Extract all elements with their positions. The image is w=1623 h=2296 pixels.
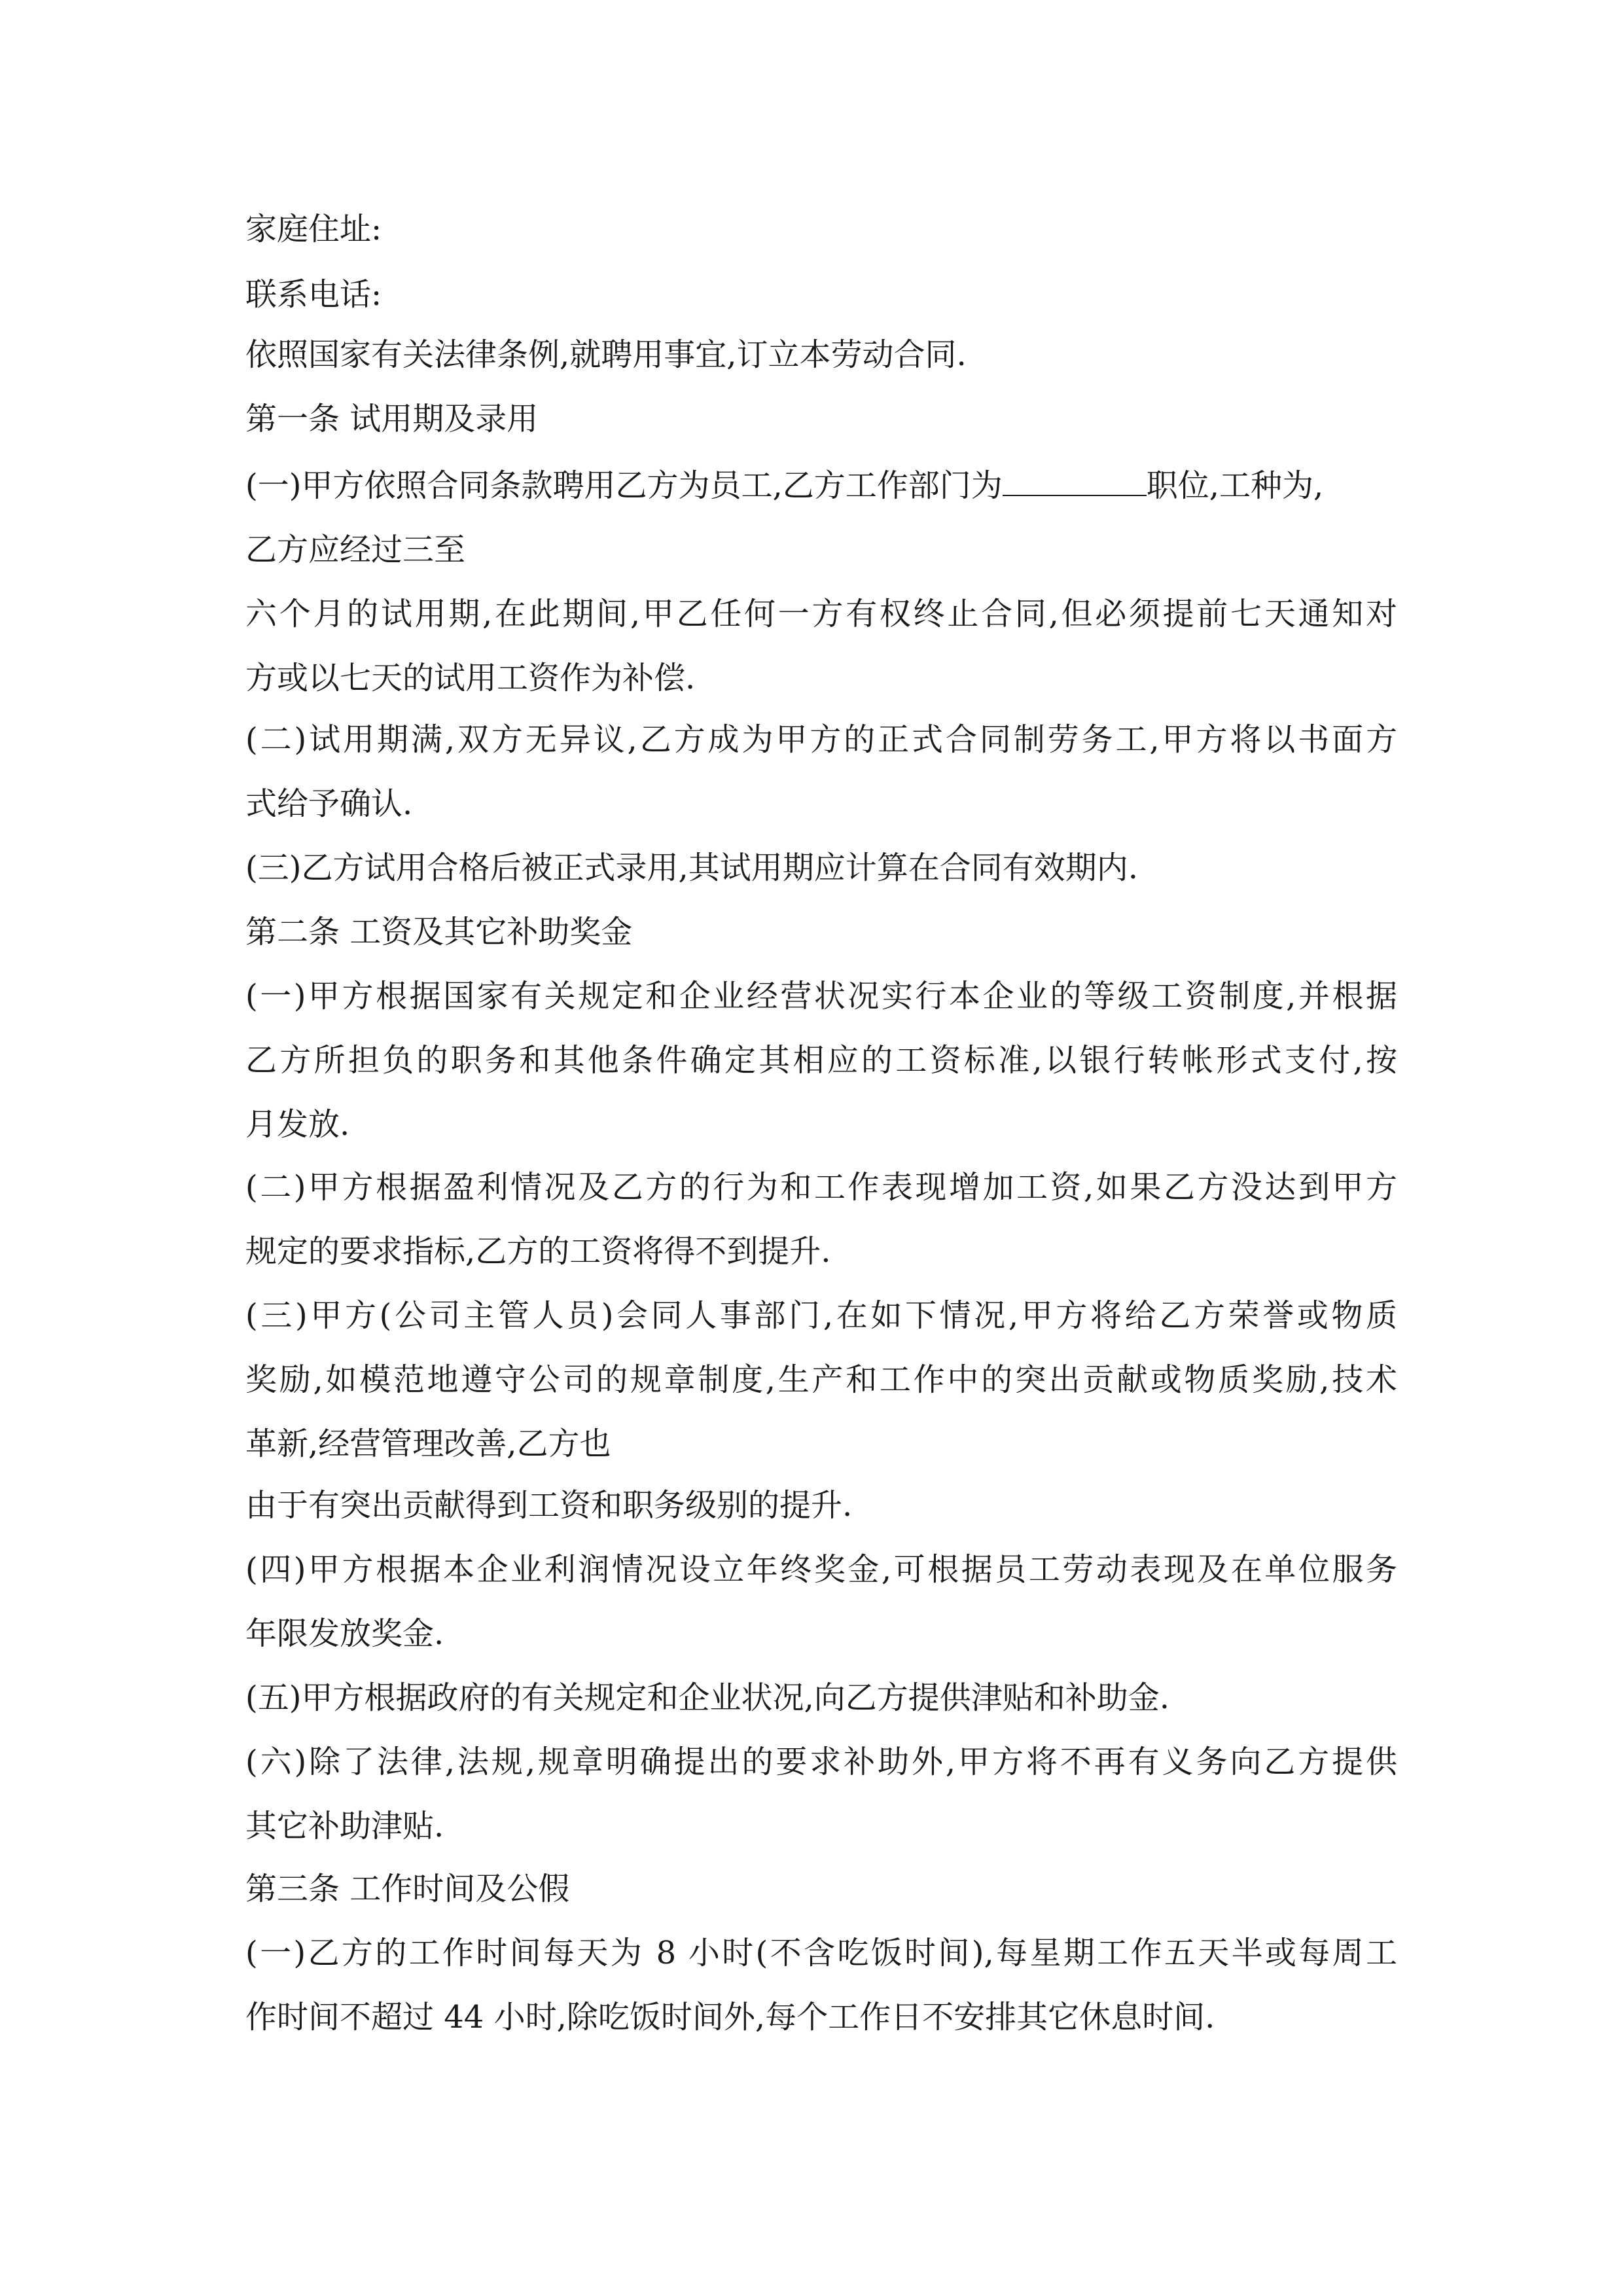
article-1-clause-2-line-1: (二)试用期满,双方无异议,乙方成为甲方的正式合同制劳务工,甲方将以书面方	[245, 721, 1397, 758]
article-2-clause-4-line-2: 年限发放奖金.	[245, 1615, 444, 1652]
article-1-clause-1-line-2: 乙方应经过三至	[245, 531, 466, 568]
article-2-clause-6-line-2: 其它补助津贴.	[245, 1808, 444, 1844]
preamble-text: 依照国家有关法律条例,就聘用事宜,订立本劳动合同.	[245, 336, 967, 373]
home-address-label: 家庭住址:	[245, 211, 382, 247]
article-2-clause-3-line-1: (三)甲方(公司主管人员)会同人事部门,在如下情况,甲方将给乙方荣誉或物质	[245, 1297, 1397, 1334]
article-2-clause-1-line-2: 乙方所担负的职务和其他条件确定其相应的工资标准,以银行转帐形式支付,按	[245, 1042, 1397, 1079]
department-blank	[1003, 469, 1147, 496]
phone-label: 联系电话:	[245, 276, 382, 313]
article-1-clause-1-line-3: 六个月的试用期,在此期间,甲乙任何一方有权终止合同,但必须提前七天通知对	[245, 596, 1397, 632]
article-2-clause-1-line-1: (一)甲方根据国家有关规定和企业经营状况实行本企业的等级工资制度,并根据	[245, 978, 1397, 1014]
article-2-clause-3-line-3: 革新,经营管理改善,乙方也	[245, 1426, 611, 1462]
article-3-clause-1-line-2: 作时间不超过 44 小时,除吃饭时间外,每个工作日不安排其它休息时间.	[245, 1999, 1215, 2036]
article-1-clause-3: (三)乙方试用合格后被正式录用,其试用期应计算在合同有效期内.	[245, 850, 1138, 886]
article-1-heading: 第一条 试用期及录用	[245, 401, 539, 437]
clause-text: 职位,工种为,	[1146, 467, 1324, 504]
article-2-heading: 第二条 工资及其它补助奖金	[245, 914, 633, 950]
article-2-clause-2-line-2: 规定的要求指标,乙方的工资将得不到提升.	[245, 1233, 831, 1270]
article-1-clause-2-line-2: 式给予确认.	[245, 785, 413, 822]
article-2-clause-4-line-1: (四)甲方根据本企业利润情况设立年终奖金,可根据员工劳动表现及在单位服务	[245, 1551, 1397, 1588]
article-3-heading: 第三条 工作时间及公假	[245, 1871, 570, 1907]
article-2-clause-2-line-1: (二)甲方根据盈利情况及乙方的行为和工作表现增加工资,如果乙方没达到甲方	[245, 1169, 1397, 1206]
clause-text: (一)甲方依照合同条款聘用乙方为员工,乙方工作部门为	[245, 467, 1003, 504]
article-3-clause-1-line-1: (一)乙方的工作时间每天为 8 小时(不含吃饭时间),每星期工作五天半或每周工	[245, 1935, 1397, 1971]
article-2-clause-1-line-3: 月发放.	[245, 1106, 350, 1143]
article-2-clause-3-line-2: 奖励,如模范地遵守公司的规章制度,生产和工作中的突出贡献或物质奖励,技术	[245, 1361, 1397, 1398]
article-2-clause-6-line-1: (六)除了法律,法规,规章明确提出的要求补助外,甲方将不再有义务向乙方提供	[245, 1744, 1397, 1780]
article-1-clause-1-line-1	[245, 467, 1397, 504]
article-2-clause-3-line-4: 由于有突出贡献得到工资和职务级别的提升.	[245, 1487, 853, 1524]
article-2-clause-5: (五)甲方根据政府的有关规定和企业状况,向乙方提供津贴和补助金.	[245, 1679, 1169, 1716]
article-1-clause-1-line-4: 方或以七天的试用工资作为补偿.	[245, 660, 696, 696]
